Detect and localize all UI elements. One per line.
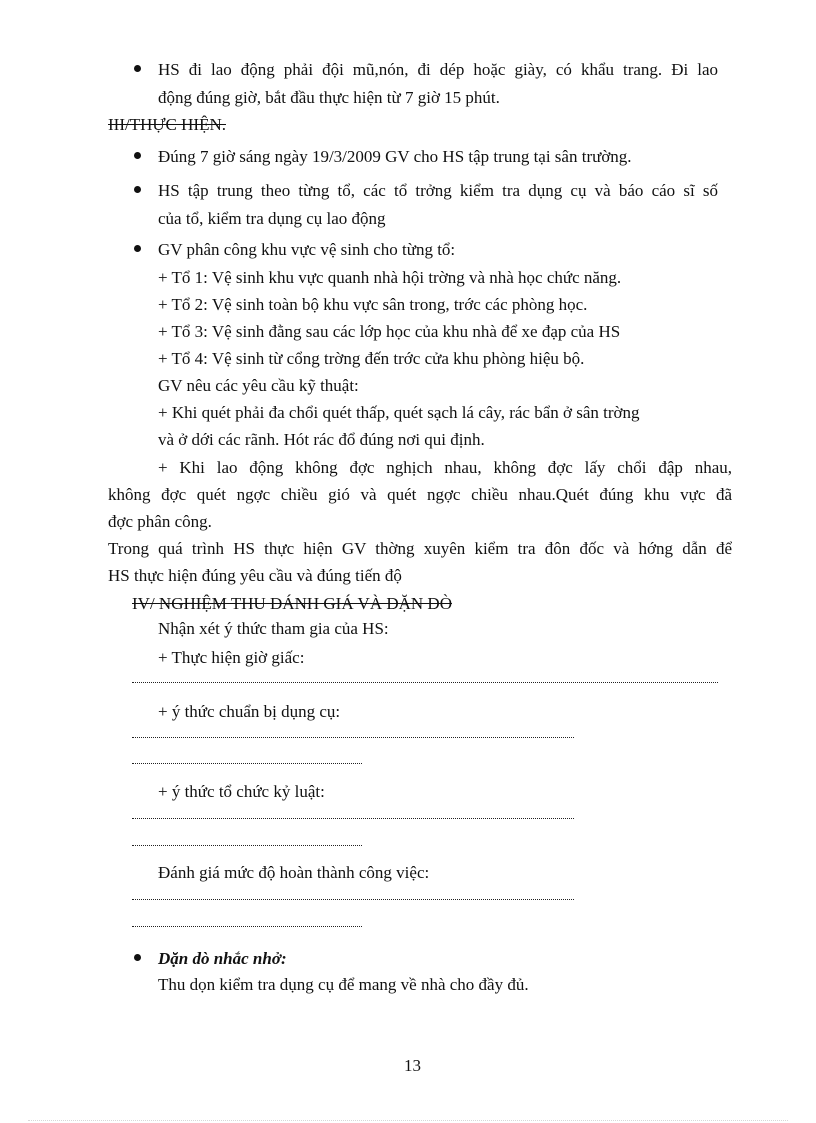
- answer-line: [132, 845, 362, 846]
- bullet-icon: [134, 65, 141, 72]
- text-line: + Tổ 4: Vệ sinh từ cổng trờng đến trớc cửa khu phòng hiệu bộ.: [158, 349, 585, 368]
- text-line: HS tập trung theo từng tổ, các tổ trởng kiểm tra dụng cụ và báo cáo sĩ số: [158, 181, 718, 200]
- text-line: + Khi quét phải đa chổi quét thấp, quét sạch lá cây, rác bẩn ở sân trờng: [158, 403, 640, 422]
- text-line: Trong quá trình HS thực hiện GV thờng xuyên kiểm tra đôn đốc và hớng dẫn để: [108, 539, 732, 558]
- text-line: GV nêu các yêu cầu kỹ thuật:: [158, 376, 359, 395]
- text-line: động đúng giờ, bắt đầu thực hiện từ 7 giờ 15 phút.: [158, 88, 500, 107]
- bullet-icon: [134, 152, 141, 159]
- text-line: Thu dọn kiểm tra dụng cụ để mang về nhà cho đầy đủ.: [158, 975, 529, 994]
- text-line: + Tổ 1: Vệ sinh khu vực quanh nhà hội trờng và nhà học chức năng.: [158, 268, 622, 287]
- text-line: Đánh giá mức độ hoàn thành công việc:: [158, 863, 430, 882]
- text-line: + ý thức chuẩn bị dụng cụ:: [158, 702, 341, 721]
- text-line: + Thực hiện giờ giấc:: [158, 648, 305, 667]
- bullet-icon: [134, 186, 141, 193]
- bullet-icon: [134, 954, 141, 961]
- text-line: GV phân công khu vực vệ sinh cho từng tổ:: [158, 240, 456, 259]
- text-line: HS thực hiện đúng yêu cầu và đúng tiến độ: [108, 566, 402, 585]
- text-line: Nhận xét ý thức tham gia của HS:: [158, 619, 389, 638]
- bullet-icon: [134, 245, 141, 252]
- answer-line: [132, 926, 362, 927]
- answer-line: [132, 737, 574, 738]
- text-line: không đợc quét ngợc chiều gió và quét ngợc chiều nhau.Quét đúng khu vực đã: [108, 485, 732, 504]
- footer-rule: [28, 1120, 788, 1121]
- section-heading: IV/ NGHIỆM THU ĐÁNH GIÁ VÀ DẶN DÒ: [132, 594, 452, 613]
- text-line: + Khi lao động không đợc nghịch nhau, không đợc lấy chổi đập nhau,: [158, 458, 732, 477]
- page-number: 13: [404, 1056, 421, 1075]
- reminder-label: Dặn dò nhắc nhở:: [158, 949, 287, 968]
- text-line: + Tổ 3: Vệ sinh đằng sau các lớp học của khu nhà để xe đạp của HS: [158, 322, 621, 341]
- text-line: + ý thức tổ chức kỷ luật:: [158, 782, 325, 801]
- text-line: của tổ, kiểm tra dụng cụ lao động: [158, 209, 386, 228]
- text-line: HS đi lao động phải đội mũ,nón, đi dép hoặc giày, có khẩu trang. Đi lao: [158, 60, 718, 79]
- text-line: và ở dới các rãnh. Hót rác đổ đúng nơi qui định.: [158, 430, 485, 449]
- text-line: Đúng 7 giờ sáng ngày 19/3/2009 GV cho HS tập trung tại sân trường.: [158, 147, 632, 166]
- answer-line: [132, 763, 362, 764]
- text-line: + Tổ 2: Vệ sinh toàn bộ khu vực sân trong, trớc các phòng học.: [158, 295, 588, 314]
- answer-line: [132, 899, 574, 900]
- answer-line: [132, 818, 574, 819]
- section-heading: III/THỰC HIỆN.: [108, 115, 226, 134]
- text-line: đợc phân công.: [108, 512, 212, 531]
- answer-line: [132, 682, 718, 683]
